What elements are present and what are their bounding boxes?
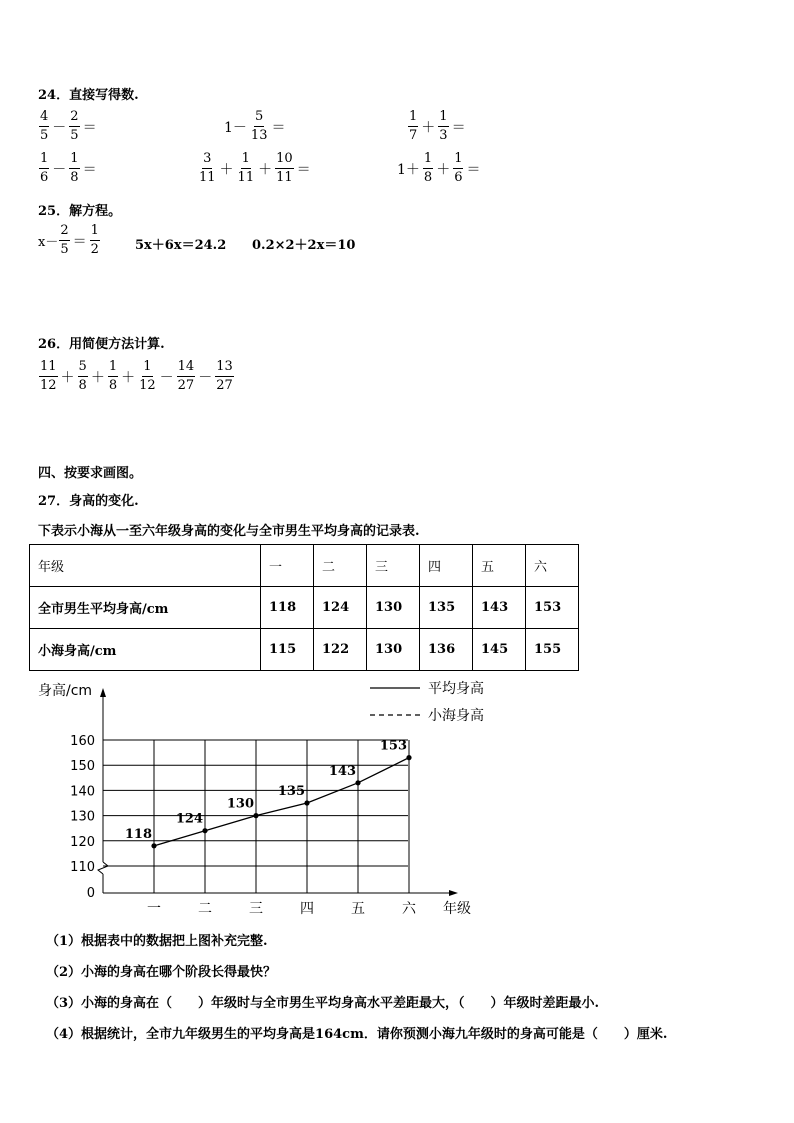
- y-tick-label: 0: [86, 886, 95, 901]
- numerator: 1: [142, 358, 152, 377]
- table-cell: 136: [420, 629, 473, 671]
- q24-expr-6: [395, 150, 482, 187]
- q27-question-1: （1）根据表中的数据把上图补充完整.: [46, 934, 268, 949]
- operator: －: [198, 369, 213, 386]
- operator: ＝: [466, 161, 481, 178]
- y-tick-label: 150: [70, 759, 95, 775]
- numerator: 3: [202, 150, 212, 169]
- q24-expr-3: [407, 108, 468, 145]
- operator: ＋: [421, 119, 436, 136]
- table-cell: 145: [473, 629, 526, 671]
- y-tick-label: 160: [70, 734, 95, 749]
- table-cell: 年级: [30, 545, 261, 587]
- y-tick-label: 110: [70, 860, 95, 875]
- eq1-equals: ＝: [72, 233, 87, 250]
- fraction: [408, 108, 418, 145]
- x-tick-label: 一: [147, 901, 161, 917]
- section-4-heading: 四、按要求画图。: [38, 466, 143, 481]
- operator: －: [52, 119, 67, 136]
- q27-title: 27．身高的变化.: [38, 494, 139, 509]
- x-tick-label: 五: [351, 901, 365, 917]
- data-label: 135: [277, 784, 305, 799]
- table-cell: 小海身高/cm: [30, 629, 261, 671]
- numerator: 4: [39, 108, 49, 127]
- numerator: 1: [39, 150, 49, 169]
- table-row: [30, 629, 579, 671]
- denominator: 8: [108, 378, 118, 393]
- denominator: 6: [40, 170, 49, 185]
- fraction: [39, 150, 49, 187]
- denominator: 8: [70, 170, 79, 185]
- data-label: 118: [124, 826, 152, 842]
- operator: ＝: [271, 119, 286, 136]
- data-point: [202, 828, 207, 833]
- data-label: 143: [328, 763, 356, 779]
- table-cell: 135: [420, 587, 473, 629]
- table-cell: 122: [314, 629, 367, 671]
- table-cell: 五: [473, 545, 526, 587]
- denominator: 3: [439, 128, 448, 143]
- fraction: [108, 358, 118, 395]
- table-cell: 124: [314, 587, 367, 629]
- table-cell: 全市男生平均身高/cm: [30, 587, 261, 629]
- fraction: [423, 150, 433, 187]
- numerator: 1: [108, 358, 118, 377]
- table-cell: 118: [261, 587, 314, 629]
- data-label: 130: [226, 796, 254, 812]
- fraction: [78, 358, 88, 395]
- numerator: 13: [215, 358, 234, 377]
- x-tick-label: 三: [249, 901, 263, 917]
- table-header-row: [30, 545, 579, 587]
- denominator: 27: [216, 378, 233, 393]
- denominator: 5: [60, 242, 69, 257]
- y-tick-label: 120: [70, 834, 95, 850]
- numerator: 1: [438, 108, 448, 127]
- numerator: 11: [39, 358, 58, 377]
- x-axis-label: 年级: [443, 901, 471, 917]
- denominator: 11: [276, 170, 293, 185]
- chart-ticks: [70, 734, 417, 917]
- operator: －: [52, 161, 67, 178]
- fraction: [453, 150, 463, 187]
- numerator: 1: [423, 150, 433, 169]
- x-axis-arrow: [449, 890, 458, 896]
- q27-question-3: （3）小海的身高在（ ）年级时与全市男生平均身高水平差距最大，（ ）年级时差距最小.: [46, 996, 600, 1011]
- operator: ＝: [451, 119, 466, 136]
- denominator: 6: [454, 170, 463, 185]
- x-tick-label: 二: [198, 901, 212, 917]
- fraction: [39, 108, 49, 145]
- fraction: [39, 358, 58, 395]
- fraction: [69, 108, 79, 145]
- data-label: 124: [175, 811, 203, 827]
- operator: ＋: [436, 161, 451, 178]
- y-tick-label: 140: [70, 784, 95, 800]
- x-tick-label: 六: [402, 901, 416, 917]
- chart-series: [125, 739, 412, 849]
- q24-title: 24．直接写得数.: [38, 88, 139, 103]
- q26-title: 26．用简便方法计算.: [38, 337, 165, 352]
- operator: ＋: [219, 161, 234, 178]
- x-tick-label: 四: [300, 901, 314, 917]
- numerator: 5: [78, 358, 88, 377]
- denominator: 5: [70, 128, 79, 143]
- data-point: [355, 780, 360, 785]
- denominator: 12: [139, 378, 156, 393]
- q26-expression: [38, 358, 235, 395]
- series-line: [154, 758, 409, 846]
- q27-intro: 下表示小海从一至六年级身高的变化与全市男生平均身高的记录表.: [38, 524, 420, 539]
- numerator: 14: [177, 358, 196, 377]
- numerator: 1: [453, 150, 463, 169]
- y-tick-label: 130: [70, 809, 95, 825]
- data-label: 153: [379, 738, 407, 754]
- fraction: [177, 358, 196, 395]
- numerator: 1: [69, 150, 79, 169]
- table-cell: 153: [526, 587, 579, 629]
- height-line-chart: [0, 672, 794, 922]
- denominator: 27: [177, 378, 195, 393]
- denominator: 8: [78, 378, 87, 393]
- denominator: 13: [250, 128, 268, 143]
- legend-label: 平均身高: [428, 681, 484, 697]
- operator: ＋: [60, 369, 75, 386]
- height-table: [29, 544, 579, 671]
- y-axis-arrow: [100, 688, 106, 697]
- table-cell: 143: [473, 587, 526, 629]
- operator: ＋: [90, 369, 105, 386]
- operator: ＋: [121, 369, 136, 386]
- data-point: [151, 843, 156, 848]
- table-cell: 四: [420, 545, 473, 587]
- fraction: [250, 108, 269, 145]
- eq1-fraction-1: [59, 222, 69, 259]
- operator: ＝: [296, 161, 311, 178]
- denominator: 11: [237, 170, 255, 185]
- eq1-prefix: x－: [38, 235, 59, 250]
- operator: 1＋: [397, 161, 420, 178]
- denominator: 11: [199, 170, 216, 185]
- q27-question-4: （4）根据统计，全市九年级男生的平均身高是164cm．请你预测小海九年级时的身高可能是（ ）厘米.: [46, 1027, 668, 1042]
- q27-question-2: （2）小海的身高在哪个阶段长得最快？: [46, 965, 277, 980]
- q24-expr-2: [222, 108, 287, 145]
- table-row: [30, 587, 579, 629]
- q24-expr-4: [38, 150, 99, 187]
- y-axis-label: 身高/cm: [38, 683, 93, 699]
- data-point: [253, 813, 258, 818]
- numerator: 1: [90, 222, 100, 241]
- q24-expr-1: [38, 108, 99, 145]
- denominator: 8: [423, 170, 433, 185]
- denominator: 7: [409, 128, 418, 143]
- q25-equation-2: 5x＋6x＝24.2: [135, 238, 227, 253]
- table-cell: 二: [314, 545, 367, 587]
- table-cell: 115: [261, 629, 314, 671]
- q25-equation-3: 0.2×2＋2x＝10: [252, 238, 356, 253]
- q25-equation-1: [38, 222, 101, 259]
- operator: －: [159, 369, 174, 386]
- table-cell: 三: [367, 545, 420, 587]
- operator: ＝: [82, 119, 97, 136]
- operator: ＋: [258, 161, 273, 178]
- axis-break-mark: [98, 862, 108, 874]
- data-point: [406, 755, 411, 760]
- numerator: 10: [275, 150, 294, 169]
- q24-expr-5: [197, 150, 313, 187]
- numerator: 1: [408, 108, 418, 127]
- denominator: 2: [90, 242, 99, 257]
- legend-label: 小海身高: [428, 708, 484, 724]
- table-cell: 六: [526, 545, 579, 587]
- numerator: 2: [69, 108, 79, 127]
- chart-legend: [370, 680, 484, 724]
- table-cell: 155: [526, 629, 579, 671]
- table-cell: 130: [367, 587, 420, 629]
- fraction: [69, 150, 79, 187]
- fraction: [198, 150, 217, 187]
- table-cell: 一: [261, 545, 314, 587]
- fraction: [138, 358, 157, 395]
- table-cell: 130: [367, 629, 420, 671]
- eq1-fraction-2: [90, 222, 100, 259]
- q25-title: 25．解方程。: [38, 204, 122, 219]
- denominator: 12: [40, 378, 57, 393]
- fraction: [237, 150, 256, 187]
- numerator: 2: [59, 222, 69, 241]
- fraction: [215, 358, 234, 395]
- operator: 1－: [224, 119, 247, 136]
- fraction: [275, 150, 294, 187]
- numerator: 5: [254, 108, 264, 127]
- fraction: [438, 108, 448, 145]
- denominator: 5: [40, 128, 49, 143]
- data-point: [304, 800, 309, 805]
- operator: ＝: [82, 161, 97, 178]
- numerator: 1: [241, 150, 251, 169]
